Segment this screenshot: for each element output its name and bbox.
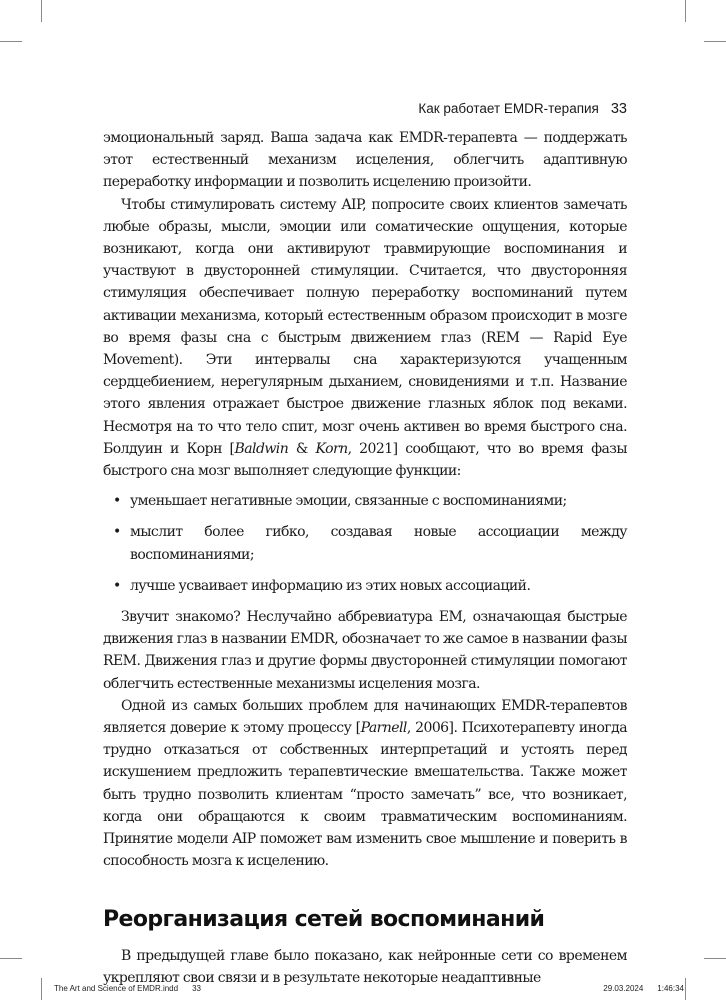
list-item-text: мыслит более гибко, создавая новые ассоциации между воспоминаниями; bbox=[130, 524, 627, 563]
list-item bbox=[103, 490, 627, 512]
page-number: 33 bbox=[610, 101, 627, 117]
citation-author: Parnell bbox=[360, 720, 407, 737]
paragraph-aip-stimulation bbox=[103, 194, 627, 483]
section-heading: Реорганизация сетей воспоминаний bbox=[103, 906, 545, 932]
crop-mark-top-left bbox=[41, 0, 42, 22]
list-item-text: лучше усваивает информацию из этих новых ассоциаций. bbox=[130, 577, 531, 594]
paragraph-previous-chapter: В предыдущей главе было показано, как нейронные сети со временем укрепляют свои связи и в результате некоторые неадаптивные bbox=[103, 947, 627, 986]
crop-mark-bottom-right bbox=[685, 978, 686, 1000]
crop-mark-right-bottom bbox=[704, 958, 726, 959]
bullet-icon: • bbox=[113, 524, 121, 541]
paragraph-text: , 2006]. Психотерапевту иногда трудно отказаться от собственных интерпретаций и устоять перед искушением предложить терапевтические вмешательства. Также может быть трудно позволить клиентам “просто замечать” все, что возникает, когда они обращаются к своим травматическим воспоминаниям. Принятие модели AIP поможет вам изменить свое мышление и поверить в способность мозга к исцелению. bbox=[103, 720, 627, 870]
bullet-icon: • bbox=[113, 577, 121, 594]
rem-functions-list bbox=[103, 490, 627, 597]
bullet-icon: • bbox=[113, 493, 121, 510]
citation-author: Baldwin bbox=[234, 440, 289, 457]
paragraph-sounds-familiar: Звучит знакомо? Неслучайно аббревиатура EM, означающая быстрые движения глаз в названии EMDR, обозначает то же самое в названии фазы REM. Движения глаз и другие формы двусторонней стимуляции помогают облегчить естественные механизмы исцеления мозга. bbox=[103, 609, 627, 692]
running-title: Как работает EMDR-терапия bbox=[418, 101, 599, 116]
list-item bbox=[103, 521, 627, 565]
crop-mark-left-top bbox=[0, 41, 22, 42]
paragraph-trust-process bbox=[103, 695, 627, 873]
crop-mark-top-right bbox=[685, 0, 686, 22]
crop-mark-bottom-left bbox=[41, 978, 42, 1000]
list-item bbox=[103, 575, 627, 597]
slug-filename: The Art and Science of EMDR.indd bbox=[54, 984, 179, 993]
slug-time: 1:46:34 bbox=[657, 984, 684, 993]
slug-page: 33 bbox=[192, 984, 201, 993]
slug-date: 29.03.2024 bbox=[603, 984, 644, 993]
slug-right bbox=[603, 984, 684, 993]
list-item-text: уменьшает негативные эмоции, связанные с воспоминаниями; bbox=[130, 493, 567, 510]
citation-author: Korn bbox=[315, 440, 348, 457]
slug-left bbox=[54, 984, 201, 993]
crop-mark-right-top bbox=[704, 41, 726, 42]
paragraph-text: Чтобы стимулировать систему AIP, попросите своих клиентов замечать любые образы, мысли, эмоции или соматические ощущения, которые возникают, когда они активируют травмирующие воспоминания и участвуют в двусторонней стимуляции. Считается, что двусторонняя стимуляция обеспечивает полную переработку воспоминаний путем активации механизма, который естественным образом происходит в мозге во время фазы сна с быстрым движением глаз (REM — Rapid Eye Movement). Эти интервалы сна характеризуются учащенным сердцебиением, нерегулярным дыханием, сновидениями и т.п. Название этого явления отражает быстрое движение глазных яблок под веками. Несмотря на то что тело спит, мозг очень активен во время быстрого сна. Болдуин и Корн [ bbox=[103, 196, 627, 457]
paragraph-text: , 2021] сообщают, что во время фазы быстрого сна мозг выполняет следующие функции: bbox=[103, 440, 627, 480]
citation-separator: & bbox=[288, 440, 316, 457]
paragraph-continued: эмоциональный заряд. Ваша задача как EMDR-терапевта — поддержать этот естественный механизм исцеления, облегчить адаптивную переработку информации и позволить исцелению произойти. bbox=[103, 130, 627, 191]
paragraph-text: Одной из самых больших проблем для начинающих EMDR-терапевтов является доверие к этому процессу [ bbox=[103, 697, 627, 737]
crop-mark-left-bottom bbox=[0, 958, 22, 959]
page-content bbox=[103, 127, 627, 989]
running-header bbox=[418, 101, 627, 117]
